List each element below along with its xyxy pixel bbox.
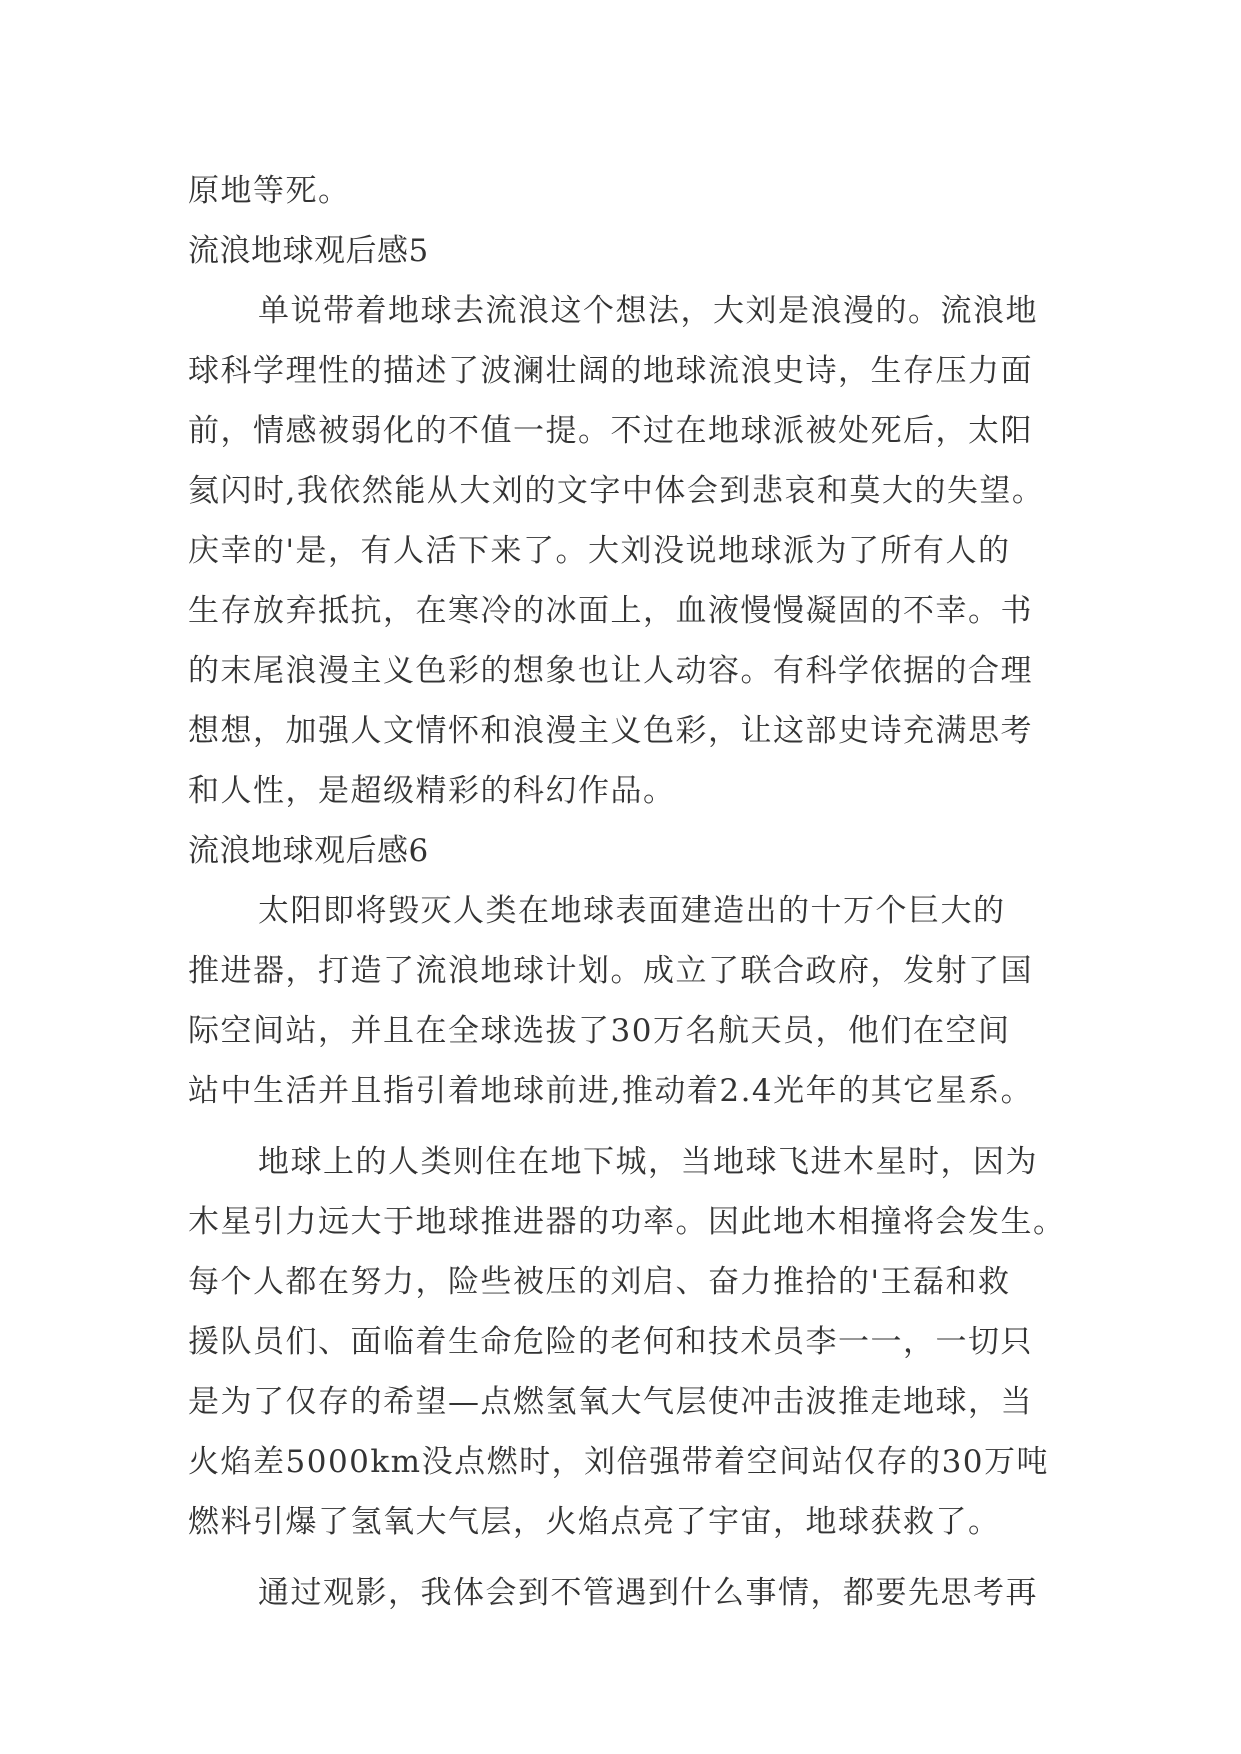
- paragraph-line: 球科学理性的描述了波澜壮阔的地球流浪史诗，生存压力面: [188, 353, 1033, 389]
- paragraph-line: 每个人都在努力，险些被压的刘启、奋力推拾的'王磊和救: [188, 1264, 1011, 1300]
- paragraph-line: 原地等死。: [188, 173, 351, 209]
- paragraph-line: 援队员们、面临着生命危险的老何和技术员李一一，一切只: [188, 1324, 1033, 1360]
- paragraph-line: 单说带着地球去流浪这个想法，大刘是浪漫的。流浪地: [258, 293, 1038, 329]
- paragraph-line: 站中生活并且指引着地球前进,推动着2.4光年的其它星系。: [188, 1073, 1034, 1109]
- paragraph-line: 推进器，打造了流浪地球计划。成立了联合政府，发射了国: [188, 953, 1033, 989]
- paragraph-line: 木星引力远大于地球推进器的功率。因此地木相撞将会发生。: [188, 1204, 1066, 1240]
- paragraph-line: 地球上的人类则住在地下城，当地球飞进木星时，因为: [258, 1144, 1038, 1180]
- paragraph-line: 是为了仅存的希望—点燃氢氧大气层使冲击波推走地球，当: [188, 1384, 1033, 1420]
- section-heading: 流浪地球观后感5: [188, 233, 429, 269]
- paragraph-line: 庆幸的'是，有人活下来了。大刘没说地球派为了所有人的: [188, 533, 1011, 569]
- paragraph-line: 太阳即将毁灭人类在地球表面建造出的十万个巨大的: [258, 893, 1006, 929]
- paragraph-line: 燃料引爆了氢氧大气层，火焰点亮了宇宙，地球获救了。: [188, 1504, 1001, 1540]
- paragraph-line: 前，情感被弱化的不值一提。不过在地球派被处死后，太阳: [188, 413, 1033, 449]
- paragraph-line: 通过观影，我体会到不管遇到什么事情，都要先思考再: [258, 1575, 1038, 1611]
- paragraph-line: 的末尾浪漫主义色彩的想象也让人动容。有科学依据的合理: [188, 653, 1033, 689]
- document-body: [188, 161, 1066, 1623]
- paragraph-line: 和人性，是超级精彩的科幻作品。: [188, 773, 676, 809]
- paragraph-line: 生存放弃抵抗，在寒冷的冰面上，血液慢慢凝固的不幸。书: [188, 593, 1033, 629]
- section-heading: 流浪地球观后感6: [188, 833, 429, 869]
- paragraph-line: 火焰差5000km没点燃时，刘倍强带着空间站仅存的30万吨: [188, 1444, 1050, 1480]
- paragraph-line: 氦闪时,我依然能从大刘的文字中体会到悲哀和莫大的失望。: [188, 473, 1045, 509]
- paragraph-line: 想想，加强人文情怀和浪漫主义色彩，让这部史诗充满思考: [188, 713, 1033, 749]
- paragraph-line: 际空间站，并且在全球选拔了30万名航天员，他们在空间: [188, 1013, 1011, 1049]
